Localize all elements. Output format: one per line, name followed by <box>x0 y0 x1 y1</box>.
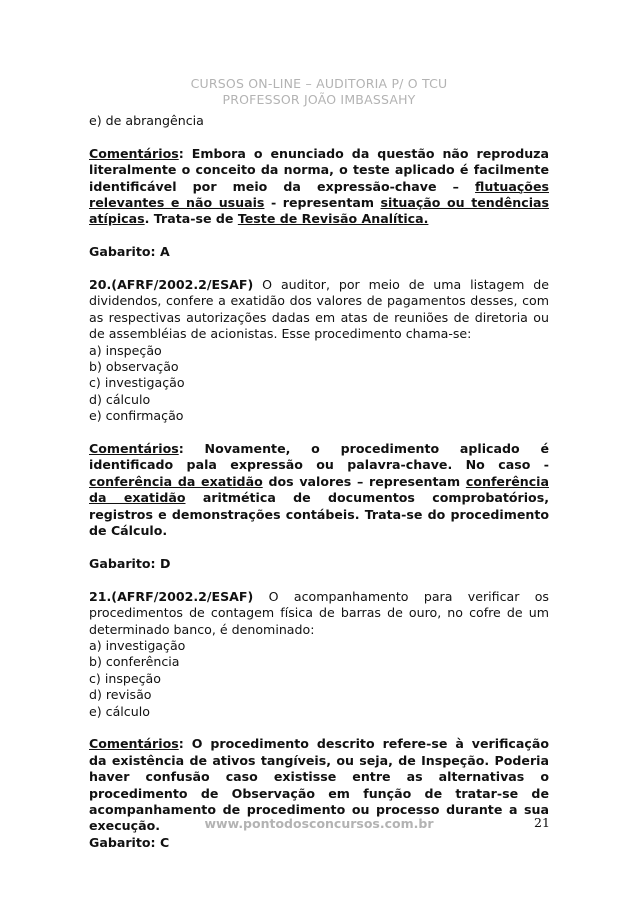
paragraph <box>89 589 549 638</box>
underlined-text: conferência da exatidão <box>89 473 263 489</box>
underlined-text: Comentários <box>89 441 179 457</box>
underlined-text: Teste de Revisão Analítica. <box>237 211 429 227</box>
paragraph <box>89 441 549 539</box>
bold-text: : Embora o enunciado da questão não reproduza literalmente o conceito da norma, o teste aplicado é facilmente identificável por meio da expressão-chave – <box>89 145 549 194</box>
underlined-text: Comentários <box>89 736 179 752</box>
answer-option: b) observação <box>89 359 179 375</box>
paragraph <box>89 556 549 572</box>
bold-text: : Novamente, o procedimento aplicado é identificado pala expressão ou palavra-chave. No caso - <box>89 441 549 473</box>
text-run: e) de abrangência <box>89 113 204 128</box>
paragraph-gap <box>89 425 549 441</box>
bold-text: 21.(AFRF/2002.2/ESAF) <box>89 588 254 604</box>
paragraph <box>89 244 549 260</box>
answer-option: a) inspeção <box>89 342 162 358</box>
answer-option: d) cálculo <box>89 391 151 407</box>
answer-option: d) revisão <box>89 687 152 703</box>
answer-option: e) confirmação <box>89 408 184 424</box>
bold-text: Gabarito: D <box>89 555 171 571</box>
underlined-text: conferência da exatidão <box>89 473 549 506</box>
paragraph-gap <box>89 540 549 556</box>
paragraph-gap <box>89 228 549 244</box>
header-professor: PROFESSOR JOÃO IMBASSAHY <box>222 92 416 107</box>
page-number: 21 <box>534 815 550 830</box>
text-run: O acompanhamento para verificar os procedimentos de contagem física de barras de ouro, no cofre de um determinado banco, é denominado: <box>89 588 549 637</box>
document-body <box>89 113 549 851</box>
bold-text: Gabarito: C <box>89 834 170 850</box>
bold-text: 20.(AFRF/2002.2/ESAF) <box>89 277 254 293</box>
footer-url: www.pontodosconcursos.com.br <box>204 816 434 831</box>
paragraph-gap <box>89 572 549 588</box>
paragraph-gap <box>89 129 549 145</box>
paragraph <box>89 146 549 228</box>
bold-text: dos valores – representam <box>262 473 466 489</box>
answer-option: a) investigação <box>89 637 186 653</box>
paragraph-gap <box>89 720 549 736</box>
bold-text: Gabarito: A <box>89 244 170 260</box>
bold-text: aritmética de documentos comprobatórios, registros e demonstrações contábeis. Trata-se do procedimento de Cálculo. <box>89 490 549 539</box>
answer-option: b) conferência <box>89 654 180 670</box>
underlined-text: Comentários <box>89 145 179 161</box>
page-header <box>0 76 638 108</box>
paragraph <box>89 113 549 129</box>
bold-text: . Trata-se de <box>144 211 238 227</box>
text-run: O auditor, por meio de uma listagem de dividendos, confere a exatidão dos valores de pagamentos desses, com as respectivas autorizações dadas em atas de reuniões de diretoria ou de assembléias de acionistas. Esse procedimento chama-se: <box>89 277 549 342</box>
answer-option: e) cálculo <box>89 703 150 719</box>
bold-text: - representam <box>264 195 381 211</box>
underlined-text: flutuações relevantes e não usuais <box>89 178 549 211</box>
answer-option: c) investigação <box>89 375 185 391</box>
paragraph <box>89 835 549 851</box>
underlined-text: situação ou tendências atípicas <box>89 195 550 227</box>
header-course-title: CURSOS ON-LINE – AUDITORIA P/ O TCU <box>190 76 448 91</box>
paragraph-gap <box>89 261 549 277</box>
paragraph <box>89 277 549 343</box>
answer-option: c) inspeção <box>89 670 161 686</box>
bold-text: : O procedimento descrito refere-se à verificação da existência de ativos tangíveis, ou seja, de Inspeção. Poderia haver confusão caso existisse entre as alternativas o procedimento de Observação em função de tratar-se de acompanhamento de procedimento ou processo durante a sua execução. <box>89 736 549 834</box>
